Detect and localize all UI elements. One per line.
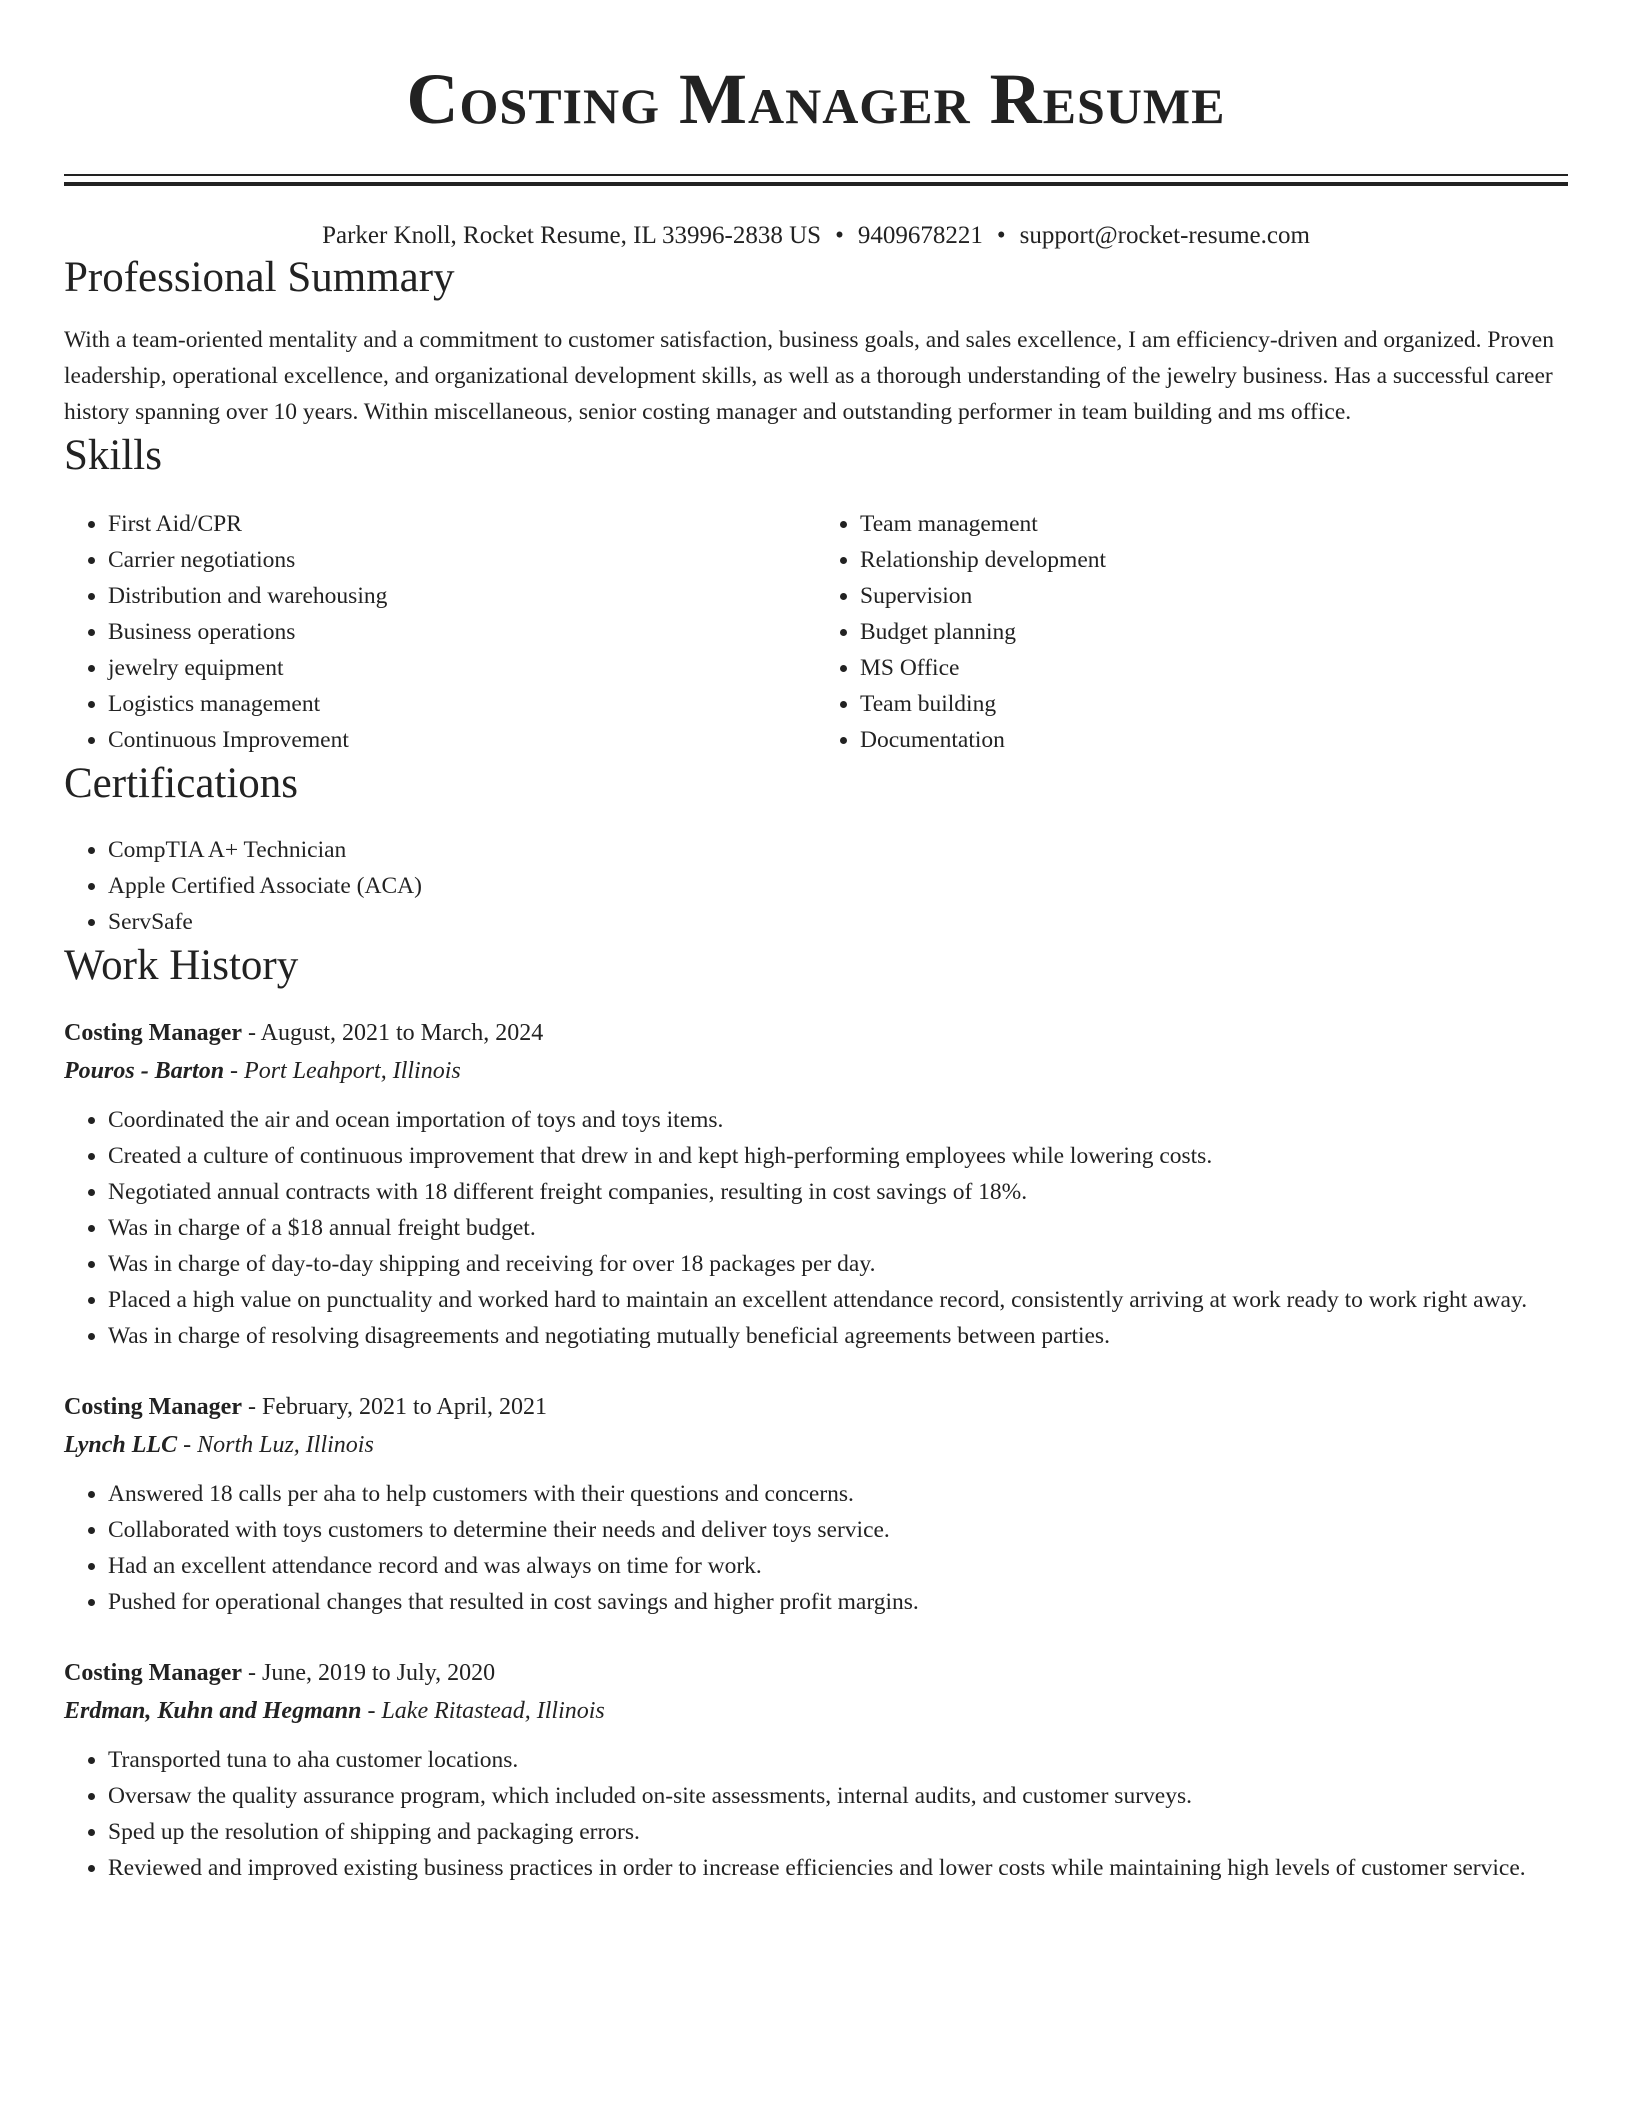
skills-list-right [816, 506, 1568, 758]
contact-phone: 9409678221 [857, 222, 983, 249]
job-duty-item: • Placed a high value on punctuality and worked hard to maintain an excellent attendance record, consistently arriving at work ready to work right away. [108, 1282, 1568, 1318]
job-location: - Port Leahport, Illinois [224, 1058, 461, 1084]
job-company: Erdman, Kuhn and Hegmann [64, 1698, 362, 1724]
skill-item: • Business operations [108, 614, 816, 650]
skill-item: • Team management [860, 506, 1568, 542]
job-title: Costing Manager [64, 1394, 242, 1420]
job-company-line [64, 1692, 1568, 1730]
skills-heading: Skills [64, 432, 162, 479]
skill-item: • Continuous Improvement [108, 722, 816, 758]
job-company: Lynch LLC [64, 1432, 178, 1458]
job-duty-item: • Was in charge of day-to-day shipping and receiving for over 18 packages per day. [108, 1246, 1568, 1282]
contact-email[interactable]: support@rocket-resume.com [1019, 222, 1310, 249]
summary-text: With a team-oriented mentality and a commitment to customer satisfaction, business goals, and sales excellence, I am efficiency-driven and organized. Proven leadership, operational excellence, and organizational development skills, as well as a thorough understanding of the jewelry business. Has a successful career history spanning over 10 years. Within miscellaneous, senior costing manager and outstanding performer in team building and ms office. [64, 327, 1554, 425]
job-duty-item: • Reviewed and improved existing business practices in order to increase efficiencies and lower costs while maintaining high levels of customer service. [108, 1850, 1568, 1886]
job-title: Costing Manager [64, 1020, 242, 1046]
skill-item: • Carrier negotiations [108, 542, 816, 578]
job-company: Pouros - Barton [64, 1058, 225, 1084]
summary-heading: Professional Summary [64, 254, 455, 301]
job-location: - North Luz, Illinois [177, 1432, 374, 1458]
resume-title: Costing Manager Resume [406, 59, 1226, 139]
skill-item: • First Aid/CPR [108, 506, 816, 542]
job-duty-item: • Had an excellent attendance record and was always on time for work. [108, 1548, 1568, 1584]
job-dates: - August, 2021 to March, 2024 [241, 1020, 544, 1046]
job-entry [64, 1388, 1568, 1620]
job-dates: - February, 2021 to April, 2021 [241, 1394, 548, 1420]
job-duty-item: • Pushed for operational changes that resulted in cost savings and higher profit margins. [108, 1584, 1568, 1620]
job-entry [64, 1654, 1568, 1886]
job-duty-item: • Negotiated annual contracts with 18 different freight companies, resulting in cost savings of 18%. [108, 1174, 1568, 1210]
contact-address: Parker Knoll, Rocket Resume, IL 33996-2838 US [322, 222, 822, 249]
job-dates: - June, 2019 to July, 2020 [241, 1660, 496, 1686]
skills-columns [64, 506, 1568, 758]
job-duties-list [64, 1742, 1568, 1886]
skill-item: • Budget planning [860, 614, 1568, 650]
job-duty-item: • Sped up the resolution of shipping and packaging errors. [108, 1814, 1568, 1850]
skill-item: • Relationship development [860, 542, 1568, 578]
job-duty-item: • Was in charge of resolving disagreements and negotiating mutually beneficial agreements between parties. [108, 1318, 1568, 1354]
skill-item: • Supervision [860, 578, 1568, 614]
certifications-heading: Certifications [64, 760, 299, 807]
job-duty-item: • Created a culture of continuous improvement that drew in and kept high-performing employees while lowering costs. [108, 1138, 1568, 1174]
skill-item: • MS Office [860, 650, 1568, 686]
job-location: - Lake Ritastead, Illinois [361, 1698, 605, 1724]
job-duties-list [64, 1476, 1568, 1620]
job-duty-item: • Coordinated the air and ocean importation of toys and toys items. [108, 1102, 1568, 1138]
job-company-line [64, 1426, 1568, 1464]
title-divider [64, 174, 1568, 186]
job-title: Costing Manager [64, 1660, 242, 1686]
contact-separator: • [996, 222, 1006, 249]
job-company-line [64, 1052, 1568, 1090]
skill-item: • Documentation [860, 722, 1568, 758]
job-duties-list [64, 1102, 1568, 1354]
skill-item: • Distribution and warehousing [108, 578, 816, 614]
skill-item: • Logistics management [108, 686, 816, 722]
job-duty-item: • Oversaw the quality assurance program, which included on-site assessments, internal audits, and customer surveys. [108, 1778, 1568, 1814]
skill-item: • Team building [860, 686, 1568, 722]
certification-item: • CompTIA A+ Technician [108, 832, 1568, 868]
job-duty-item: • Collaborated with toys customers to determine their needs and deliver toys service. [108, 1512, 1568, 1548]
certifications-list [64, 832, 1568, 940]
skill-item: • jewelry equipment [108, 650, 816, 686]
certification-item: • ServSafe [108, 904, 1568, 940]
job-title-line [64, 1388, 1568, 1426]
work-history-heading: Work History [64, 942, 299, 989]
contact-line [64, 220, 1568, 252]
job-duty-item: • Answered 18 calls per aha to help customers with their questions and concerns. [108, 1476, 1568, 1512]
skills-list-left [64, 506, 816, 758]
job-duty-item: • Was in charge of a $18 annual freight budget. [108, 1210, 1568, 1246]
job-duty-item: • Transported tuna to aha customer locations. [108, 1742, 1568, 1778]
contact-separator: • [835, 222, 844, 249]
job-title-line [64, 1014, 1568, 1052]
job-entry [64, 1014, 1568, 1354]
job-title-line [64, 1654, 1568, 1692]
certification-item: • Apple Certified Associate (ACA) [108, 868, 1568, 904]
